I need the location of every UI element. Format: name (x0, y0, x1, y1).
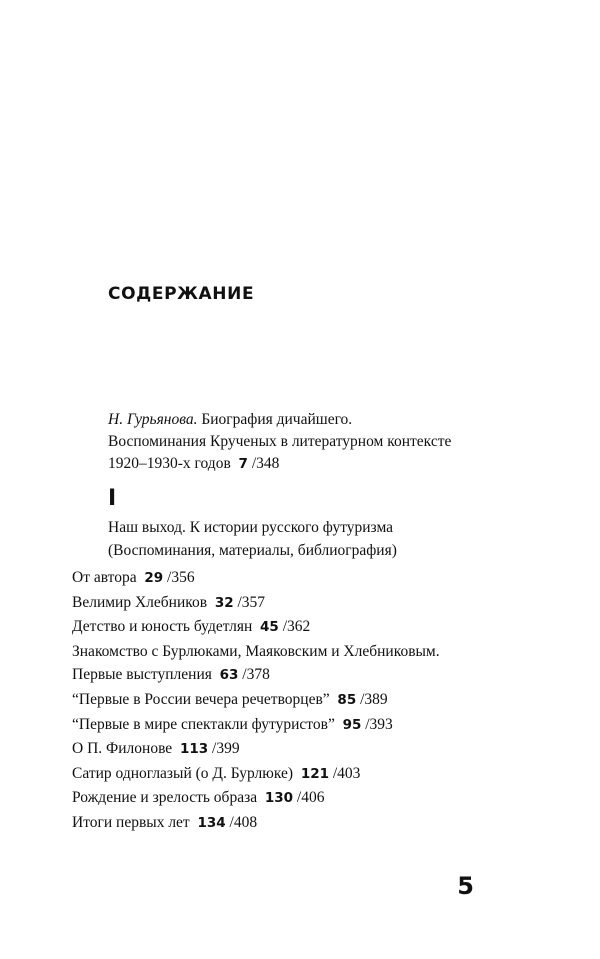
intro-entry (108, 409, 451, 475)
section-number: I (108, 486, 117, 511)
page-number: 5 (457, 872, 474, 900)
toc-entry-page: 121 (300, 765, 329, 782)
toc-entry-commentary-page: /406 (296, 789, 325, 807)
toc-entry-page: 113 (179, 741, 209, 758)
toc-entry-commentary-page: /362 (282, 618, 311, 636)
toc-entry-commentary-page: /357 (237, 593, 266, 611)
toc-entry (72, 786, 440, 811)
toc-entry-title: Сатир одноглазый (о Д. Бурлюке) (72, 764, 294, 782)
toc-entry-title: Детство и юность будетлян (72, 618, 253, 636)
toc-entry (72, 762, 440, 787)
intro-author: Н. Гурьянова. (108, 411, 198, 428)
intro-line-3 (108, 453, 451, 475)
intro-page: 7 (238, 456, 248, 472)
toc-entry (72, 811, 440, 836)
intro-title-part3: 1920–1930-х годов (108, 455, 231, 472)
toc-entry (72, 591, 440, 616)
toc-entry (72, 713, 440, 738)
toc-entry-title: Знакомство с Бурлюками, Маяковским и Хлебниковым. (72, 642, 440, 660)
toc-entry-title: От автора (72, 569, 137, 586)
toc-entry-multiline (72, 640, 440, 688)
toc-list (72, 566, 440, 836)
section-title-line-2: (Воспоминания, материалы, библиография) (108, 542, 397, 559)
toc-entry-title-line-2: Первые выступления (72, 666, 212, 684)
toc-entry (72, 688, 440, 713)
toc-entry-title: “Первые в мире спектакли футуристов” (72, 715, 335, 733)
toc-entry (72, 566, 440, 591)
toc-entry-page: 32 (214, 594, 234, 611)
section-title-line-1: Наш выход. К истории русского футуризма (108, 519, 394, 536)
toc-entry-page: 95 (342, 716, 362, 733)
intro-title-part1: Биография дичайшего. (201, 411, 353, 428)
toc-entry-title-continued (72, 663, 440, 688)
section-title (108, 516, 397, 562)
toc-entry-title: Итоги первых лет (72, 813, 190, 831)
toc-entry (72, 737, 440, 762)
intro-line-1 (108, 409, 451, 431)
toc-entry (72, 615, 440, 640)
toc-entry-title: Рождение и зрелость образа (72, 789, 258, 807)
toc-entry-commentary-page: /399 (212, 740, 240, 758)
toc-entry-page: 29 (144, 570, 164, 586)
toc-entry-title: Велимир Хлебников (72, 593, 208, 611)
toc-entry-commentary-page: /408 (229, 813, 258, 831)
intro-page-commentary: /348 (251, 455, 280, 472)
toc-entry-page: 85 (337, 691, 357, 708)
contents-heading: СОДЕРЖАНИЕ (108, 284, 255, 304)
toc-entry-commentary-page: /393 (365, 715, 393, 733)
intro-line-2: Воспоминания Крученых в литературном контексте (108, 433, 452, 450)
toc-entry-title: О П. Филонове (72, 740, 173, 758)
toc-entry-commentary-page: /389 (360, 690, 388, 708)
toc-entry-page: 130 (264, 790, 294, 807)
toc-entry-page: 45 (260, 619, 279, 636)
toc-entry-title: “Первые в России вечера речетворцев” (72, 690, 330, 708)
toc-entry-page: 63 (219, 667, 239, 684)
toc-entry-page: 134 (197, 814, 226, 831)
toc-entry-commentary-page: /403 (332, 764, 361, 782)
toc-entry-commentary-page: /378 (242, 666, 270, 684)
toc-entry-commentary-page: /356 (167, 569, 195, 586)
